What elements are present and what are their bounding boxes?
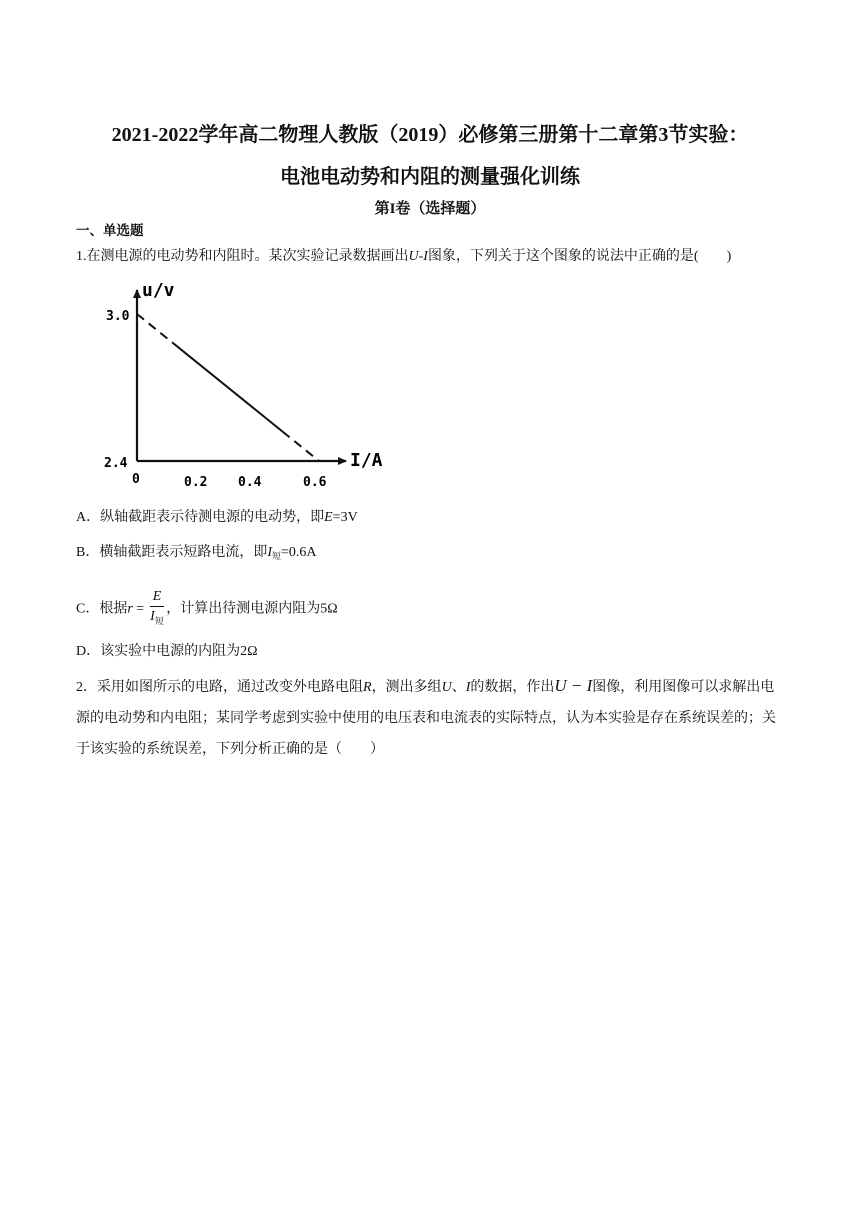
y-tick-label: 3.0 — [106, 309, 130, 324]
x-tick-label: 0.6 — [303, 475, 327, 488]
q1-option-a: A．纵轴截距表示待测电源的电动势，即E=3V — [76, 510, 358, 525]
q1-option-b: B．横轴截距表示短路电流，即$I_短=0.6A$ — [76, 545, 317, 561]
ui-graph — [100, 278, 400, 488]
x-tick-label: 0.4 — [238, 475, 262, 488]
q1-option-c: C．根据r = $\frac{E}{I_短}$ ，计算出待测电源内阻为5Ω — [76, 588, 338, 631]
question-1-stem: 1.在测电源的电动势和内阻时。某次实验记录数据画出U-I图象，下列关于这个图象的说法中正确的是( ) — [76, 249, 732, 264]
y-axis-label: u/v — [142, 280, 175, 301]
section-heading: 一、单选题 — [76, 223, 144, 238]
volume-heading: 第I卷（选择题） — [374, 201, 486, 217]
data-line-dashed — [283, 432, 319, 461]
doc-title-line1: 2021-2022学年高二物理人教版（2019）必修第三册第十二章第3节实验： — [111, 124, 749, 146]
data-line-dashed — [137, 314, 177, 346]
x-tick-label: 0.2 — [184, 475, 208, 488]
doc-title-line2: 电池电动势和内阻的测量强化训练 — [280, 166, 580, 188]
q1-option-d: D．该实验中电源的内阻为2Ω — [76, 644, 258, 659]
x-tick-label: 0 — [132, 472, 140, 487]
x-axis-label: I/A — [350, 450, 383, 471]
question-2-stem: 2．采用如图所示的电路，通过改变外电路电阻R，测出多组U、I的数据，作出U − I图像，利用图像可以求解出电源的电动势和内电阻；某同学考虑到实验中使用的电压表和电流表的实际特点，认为本实验是存在系统误差的；关于该实验的系统误差，下列分析正确的是（ ） — [76, 676, 776, 757]
data-line — [177, 346, 283, 431]
fraction: $\frac{E}{I_短}$ — [150, 589, 164, 626]
y-tick-label: 2.4 — [104, 456, 128, 471]
